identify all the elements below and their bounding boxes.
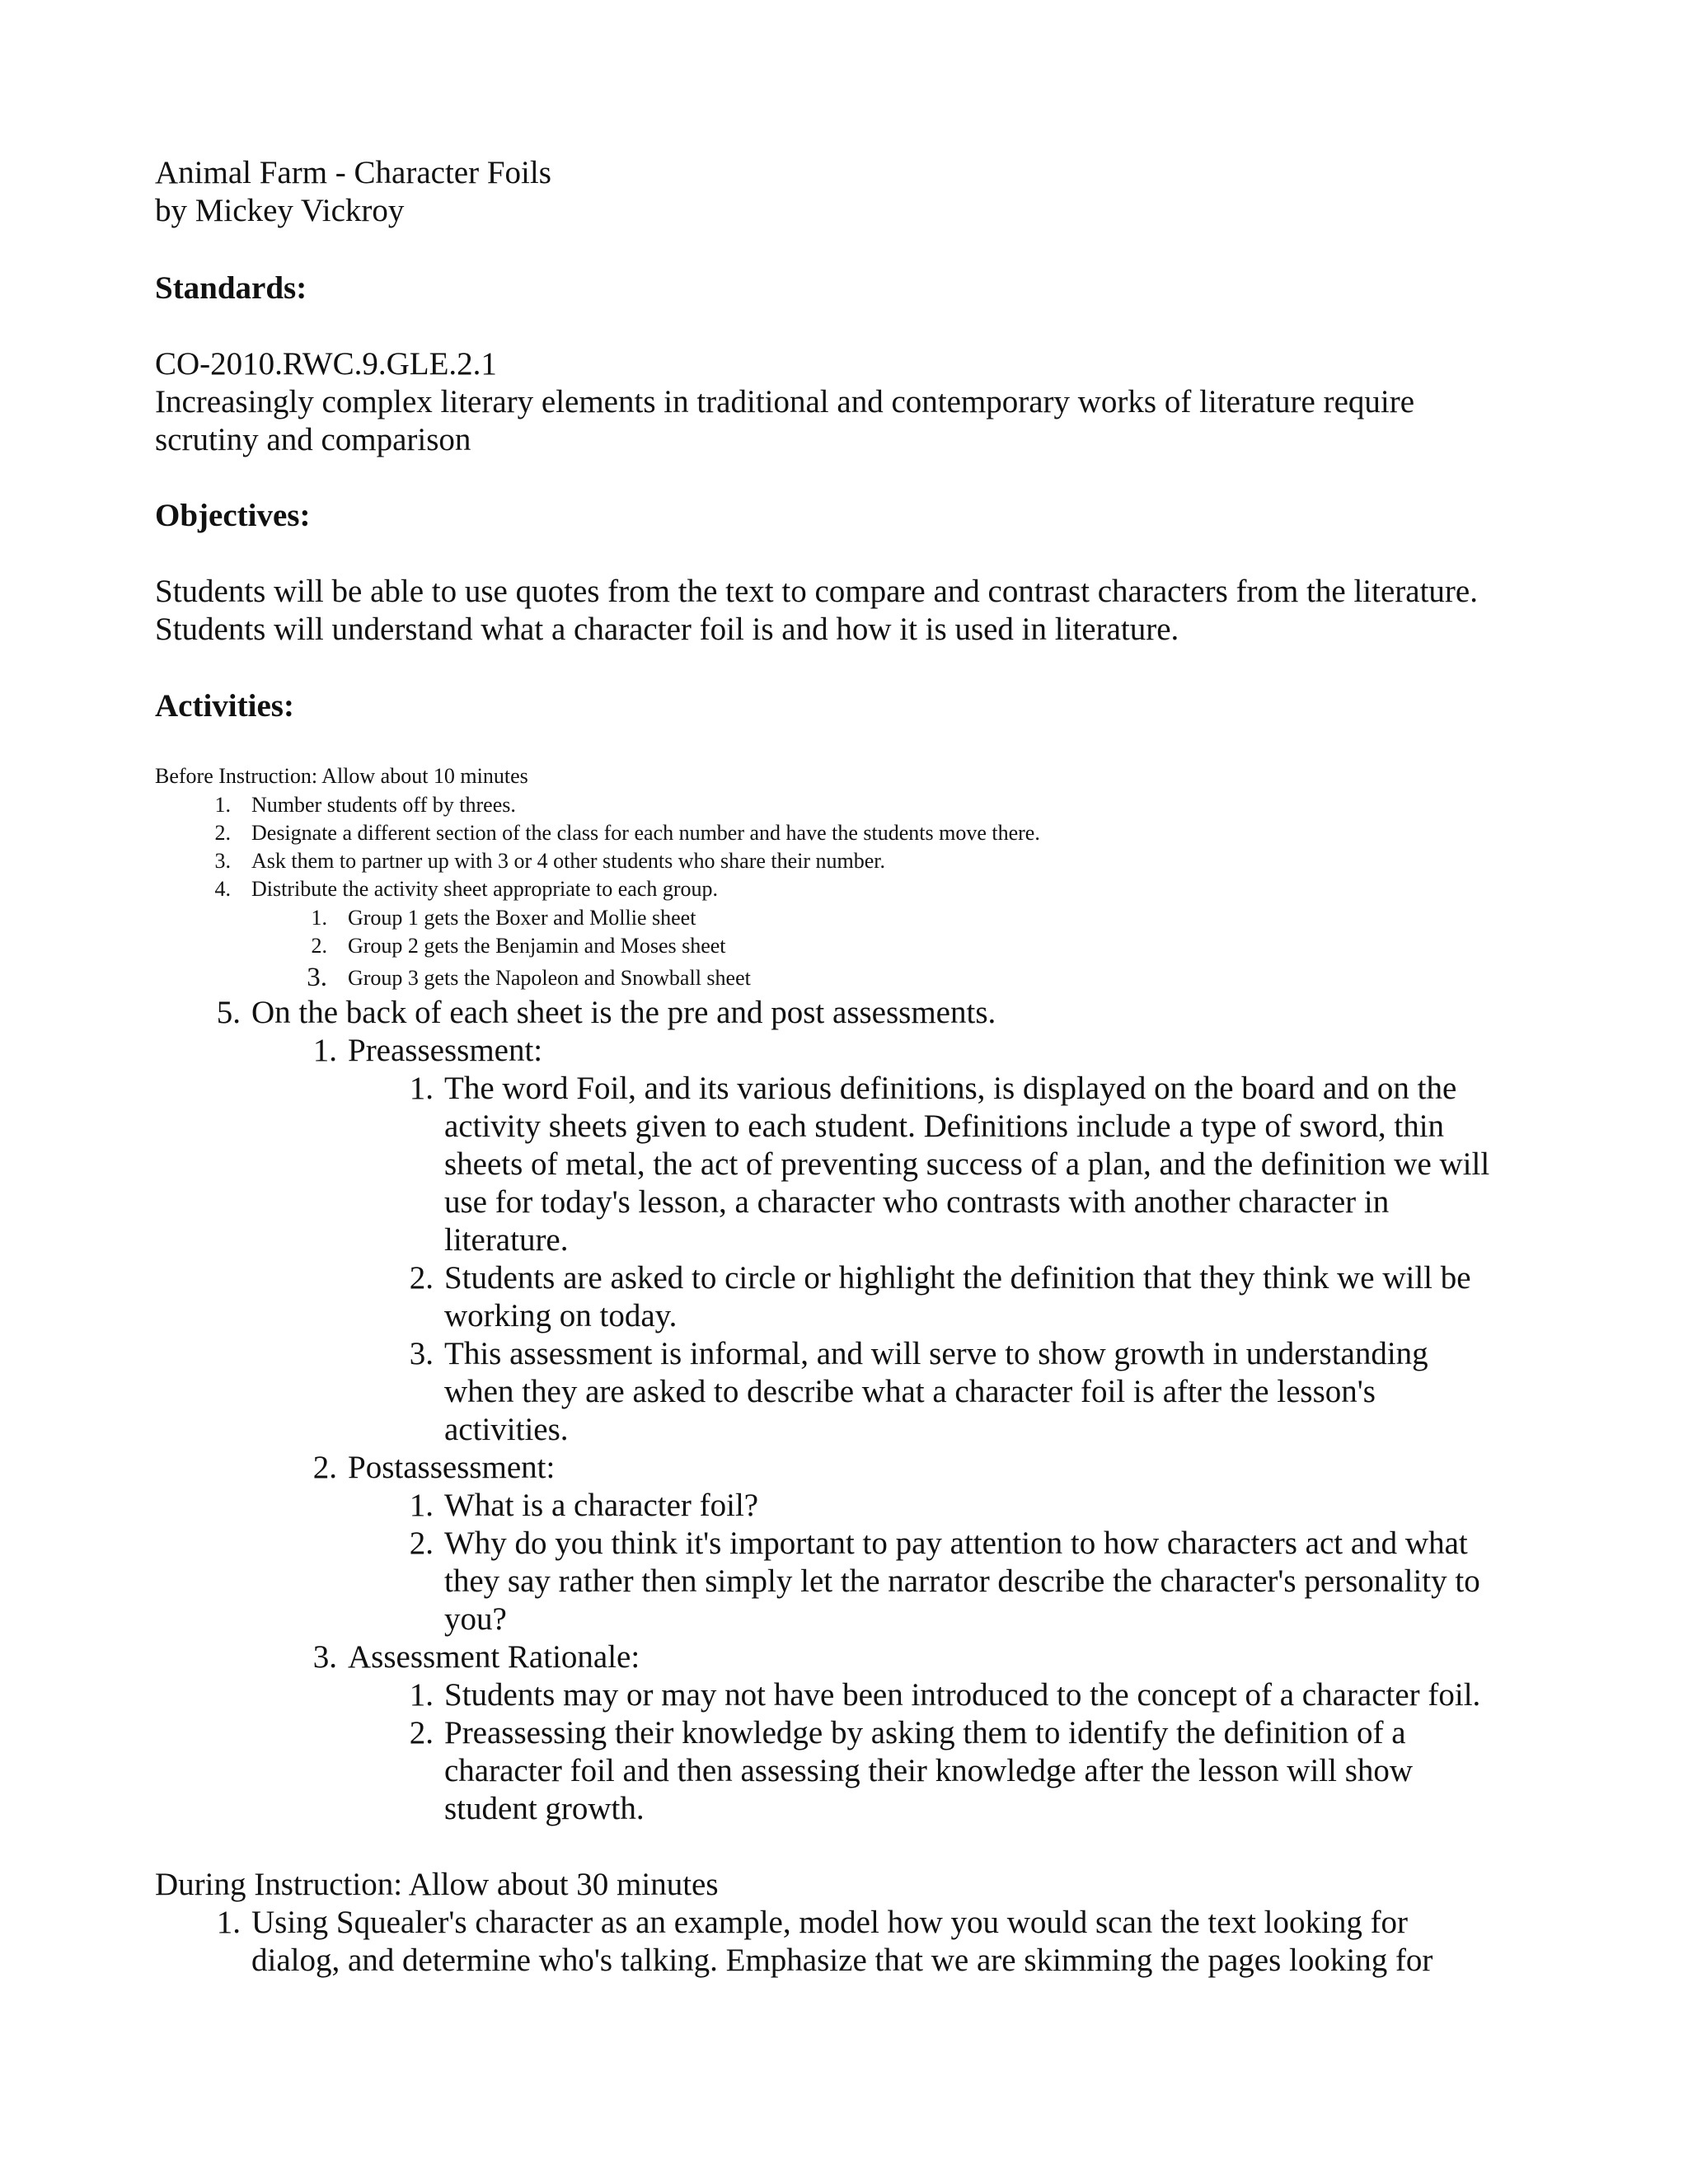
list-number: 2. — [312, 1450, 337, 1485]
list-item: On the back of each sheet is the pre and post assessments. — [251, 995, 996, 1030]
during-instruction-intro: During Instruction: Allow about 30 minutes — [155, 1867, 719, 1902]
standard-text-line: scrutiny and comparison — [155, 422, 471, 457]
document-title: Animal Farm - Character Foils — [155, 155, 551, 190]
objectives-heading: Objectives: — [155, 498, 311, 533]
list-number: 3. — [312, 1639, 337, 1675]
list-item: Group 2 gets the Benjamin and Moses sheet — [348, 934, 726, 958]
list-number: 5. — [216, 995, 241, 1030]
list-item: Distribute the activity sheet appropriate to each group. — [251, 877, 719, 901]
list-item-line: activities. — [444, 1412, 569, 1447]
list-number: 1. — [409, 1071, 434, 1106]
list-number: 2. — [409, 1260, 434, 1296]
list-item: Ask them to partner up with 3 or 4 other students who share their number. — [251, 849, 886, 873]
activities-heading: Activities: — [155, 688, 294, 724]
before-instruction-intro: Before Instruction: Allow about 10 minutes — [155, 764, 528, 788]
list-number: 3. — [214, 849, 231, 873]
list-number: 1. — [216, 1905, 241, 1940]
standards-heading: Standards: — [155, 270, 307, 306]
list-item-line: sheets of metal, the act of preventing success of a plan, and the definition we will — [444, 1146, 1490, 1182]
objective-line: Students will understand what a character foil is and how it is used in literature. — [155, 612, 1179, 647]
list-item-line: use for today's lesson, a character who contrasts with another character in — [444, 1184, 1390, 1220]
list-number: 2. — [214, 821, 231, 845]
rationale-label: Assessment Rationale: — [348, 1639, 640, 1675]
list-item-line: This assessment is informal, and will serve to show growth in understanding — [444, 1336, 1428, 1371]
list-item-line: What is a character foil? — [444, 1488, 759, 1523]
list-number: 1. — [409, 1488, 434, 1523]
list-item-line: when they are asked to describe what a character foil is after the lesson's — [444, 1374, 1376, 1409]
list-number: 1. — [312, 1033, 337, 1068]
list-number: 2. — [409, 1526, 434, 1561]
list-item-line: you? — [444, 1601, 507, 1637]
standard-code: CO-2010.RWC.9.GLE.2.1 — [155, 346, 497, 382]
list-item-line: they say rather then simply let the narrator describe the character's personality to — [444, 1563, 1480, 1599]
list-item: Number students off by threes. — [251, 793, 516, 817]
list-item-line: Students are asked to circle or highlight the definition that they think we will be — [444, 1260, 1471, 1296]
preassessment-label: Preassessment: — [348, 1033, 543, 1068]
postassessment-label: Postassessment: — [348, 1450, 556, 1485]
list-number: 2. — [311, 934, 327, 958]
list-item: Group 1 gets the Boxer and Mollie sheet — [348, 906, 696, 930]
list-item-line: Preassessing their knowledge by asking them to identify the definition of a — [444, 1715, 1406, 1750]
list-item-line: character foil and then assessing their knowledge after the lesson will show — [444, 1753, 1414, 1788]
list-item-line: dialog, and determine who's talking. Emphasize that we are skimming the pages looking for — [251, 1943, 1433, 1978]
list-number: 4. — [214, 877, 231, 901]
list-number: 3. — [307, 963, 327, 992]
list-item-line: working on today. — [444, 1298, 678, 1333]
list-item-line: student growth. — [444, 1791, 645, 1826]
list-number: 1. — [409, 1677, 434, 1713]
objective-line: Students will be able to use quotes from the text to compare and contrast characters from the literature. — [155, 574, 1478, 609]
list-item-line: Why do you think it's important to pay attention to how characters act and what — [444, 1526, 1468, 1561]
list-item-line: Using Squealer's character as an example, model how you would scan the text looking for — [251, 1905, 1409, 1940]
list-item-line: activity sheets given to each student. Definitions include a type of sword, thin — [444, 1108, 1445, 1144]
list-number: 1. — [311, 906, 327, 930]
list-item: Designate a different section of the class for each number and have the students move there. — [251, 821, 1040, 845]
list-number: 3. — [409, 1336, 434, 1371]
list-item-line: Students may or may not have been introduced to the concept of a character foil. — [444, 1677, 1481, 1713]
list-item-line: literature. — [444, 1222, 569, 1258]
list-number: 2. — [409, 1715, 434, 1750]
list-item: Group 3 gets the Napoleon and Snowball sheet — [348, 966, 751, 990]
list-item-line: The word Foil, and its various definitions, is displayed on the board and on the — [444, 1071, 1457, 1106]
standard-text-line: Increasingly complex literary elements in traditional and contemporary works of literature require — [155, 384, 1415, 419]
list-number: 1. — [214, 793, 231, 817]
document-author: by Mickey Vickroy — [155, 193, 405, 228]
